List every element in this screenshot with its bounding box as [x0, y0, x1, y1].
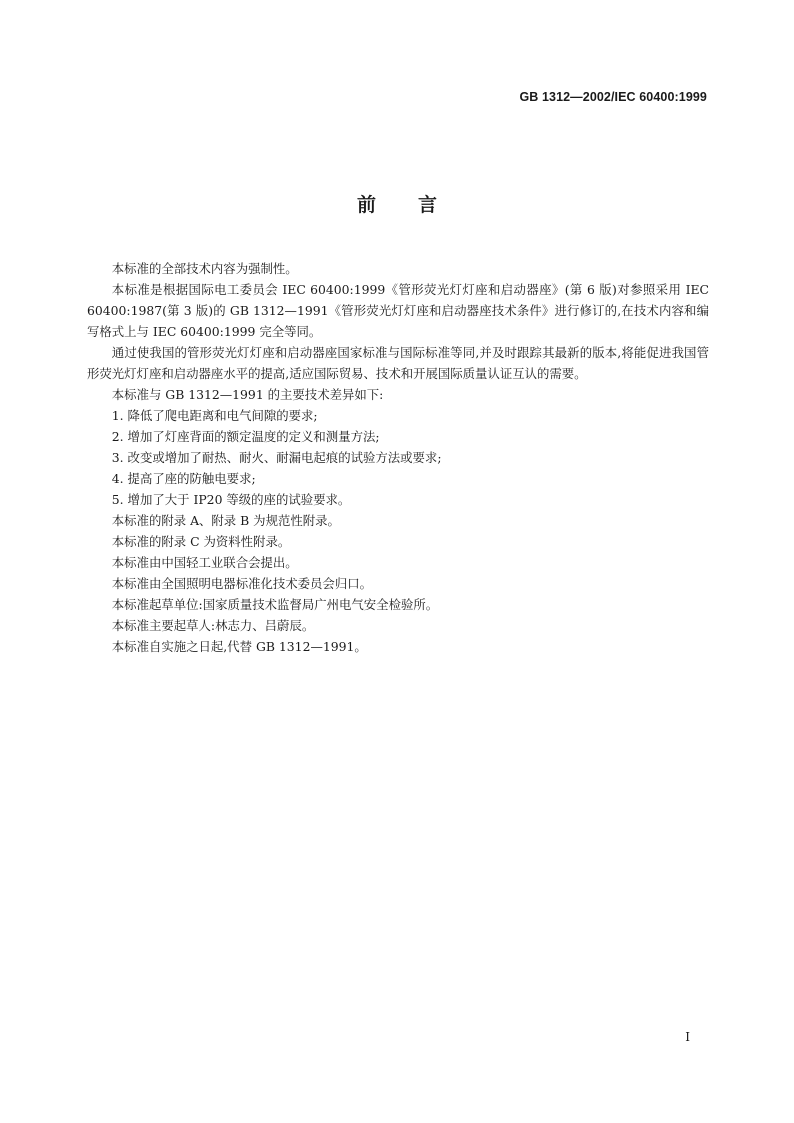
list-item-difference-1: 1. 降低了爬电距离和电气间隙的要求; — [111, 408, 318, 423]
paragraph-replacement: 本标准自实施之日起,代替 GB 1312—1991。 — [111, 639, 367, 654]
paragraph-committee: 本标准由全国照明电器标准化技术委员会归口。 — [111, 576, 372, 591]
paragraph-informative-annex: 本标准的附录 C 为资料性附录。 — [111, 534, 291, 549]
page-number: I — [685, 1030, 690, 1044]
list-item-difference-5: 5. 增加了大于 IP20 等级的座的试验要求。 — [111, 492, 351, 507]
paragraph-purpose: 通过使我国的管形荧光灯灯座和启动器座国家标准与国际标准等同,并及时跟踪其最新的版本,将能促进我国管形荧光灯灯座和启动器座水平的提高,适应国际贸易、技术和开展国际质量认证互认的需要。 — [87, 345, 709, 381]
page-title: 前言 — [356, 194, 479, 216]
paragraph-basis: 本标准是根据国际电工委员会 IEC 60400:1999《管形荧光灯灯座和启动器座》(第 6 版)对参照采用 IEC 60400:1987(第 3 版)的 GB 1312—1991《管形荧光灯灯座和启动器座技术条件》进行修订的,在技术内容和编写格式上与 IEC 60400:1999 完全等同。 — [87, 282, 709, 339]
paragraph-proposer: 本标准由中国轻工业联合会提出。 — [111, 555, 298, 570]
paragraph-drafting-unit: 本标准起草单位:国家质量技术监督局广州电气安全检验所。 — [111, 597, 439, 612]
list-item-difference-3: 3. 改变或增加了耐热、耐火、耐漏电起痕的试验方法或要求; — [111, 450, 442, 465]
foreword-body — [87, 258, 709, 657]
standard-code-header: GB 1312—2002/IEC 60400:1999 — [519, 90, 707, 104]
paragraph-mandatory: 本标准的全部技术内容为强制性。 — [111, 261, 298, 276]
list-item-difference-4: 4. 提高了座的防触电要求; — [111, 471, 256, 486]
paragraph-drafters: 本标准主要起草人:林志力、吕蔚辰。 — [111, 618, 315, 633]
list-item-difference-2: 2. 增加了灯座背面的额定温度的定义和测量方法; — [111, 429, 380, 444]
paragraph-differences-intro: 本标准与 GB 1312—1991 的主要技术差异如下: — [111, 387, 384, 402]
paragraph-normative-annex: 本标准的附录 A、附录 B 为规范性附录。 — [111, 513, 340, 528]
